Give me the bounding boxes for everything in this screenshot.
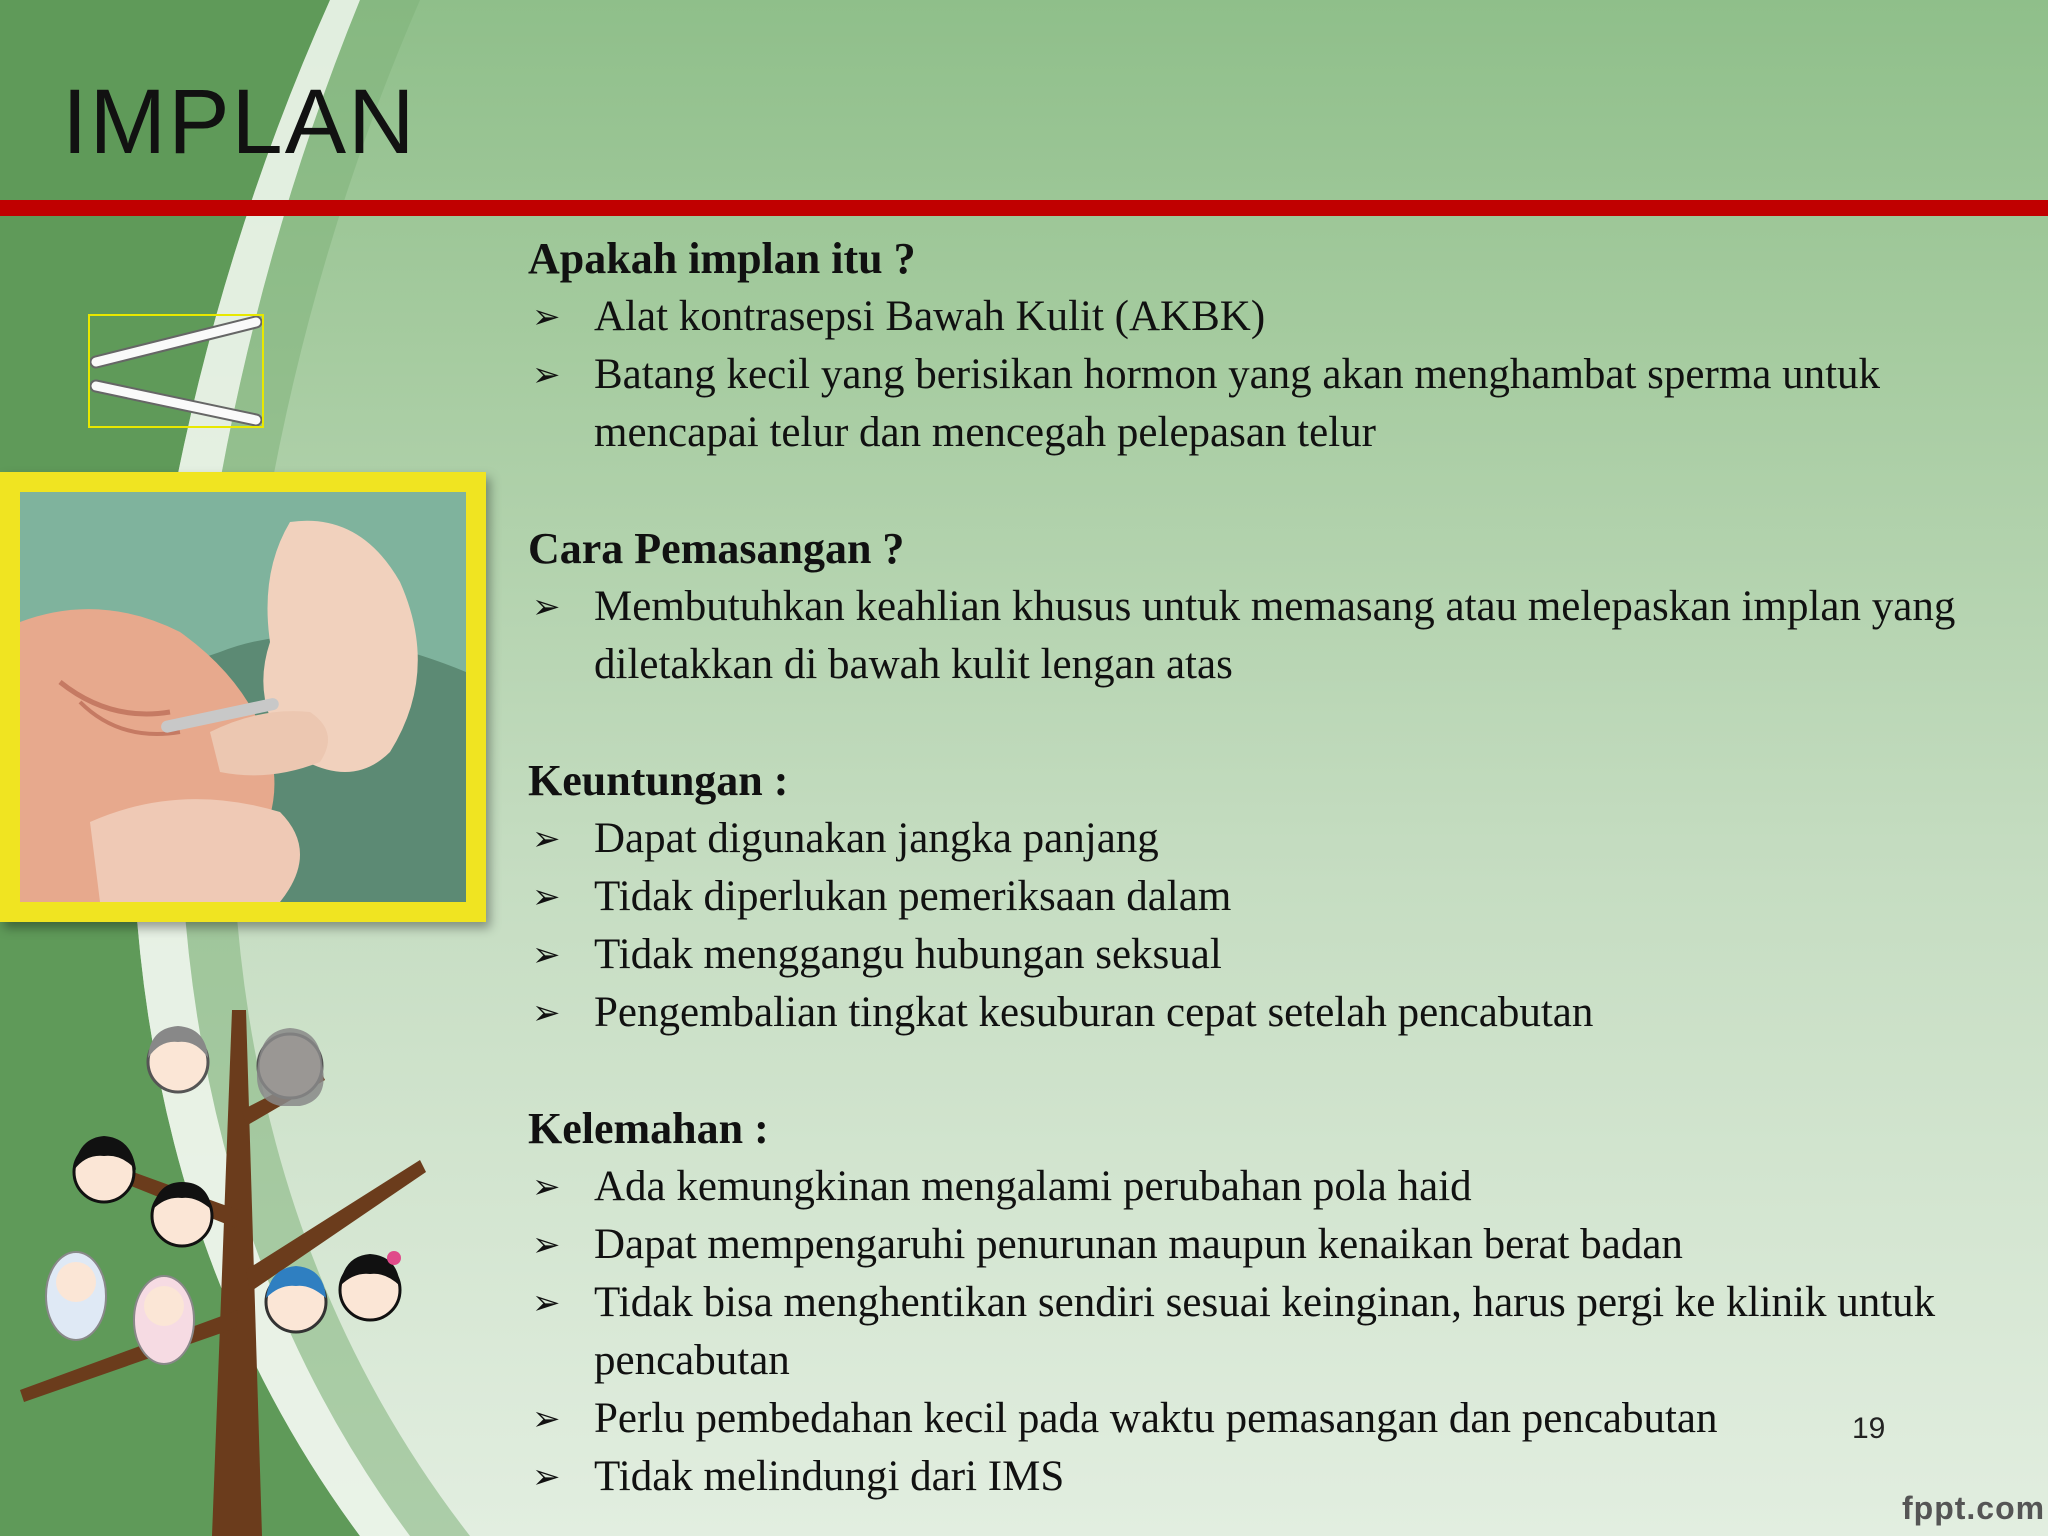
bullet-item: ➢ Perlu pembedahan kecil pada waktu pemasangan dan pencabutan [528, 1390, 2028, 1448]
section-kelemahan [528, 1100, 2028, 1506]
section-heading: Kelemahan : [528, 1104, 769, 1153]
family-tree-illustration [0, 1010, 460, 1536]
implant-rods-image [88, 314, 264, 428]
section-heading: Cara Pemasangan ? [528, 524, 905, 573]
section-heading: Apakah implan itu ? [528, 234, 916, 283]
section-apa-itu [528, 230, 2028, 462]
title-divider [0, 200, 2048, 216]
bullet-item: ➢ Pengembalian tingkat kesuburan cepat setelah pencabutan [528, 984, 2028, 1042]
bullet-item: ➢ Dapat mempengaruhi penurunan maupun kenaikan berat badan [528, 1216, 2028, 1274]
bullet-item: ➢ Tidak diperlukan pemeriksaan dalam [528, 868, 2028, 926]
section-cara-pemasangan [528, 520, 2028, 694]
bullet-list [528, 810, 2028, 1042]
bullet-item: ➢ Ada kemungkinan mengalami perubahan pola haid [528, 1158, 2028, 1216]
bullet-list [528, 1158, 2028, 1506]
section-heading: Keuntungan : [528, 756, 789, 805]
content-area [528, 230, 2028, 1536]
slide-number: 19 [1852, 1412, 1886, 1445]
bullet-item: ➢ Batang kecil yang berisikan hormon yang akan menghambat sperma untuk mencapai telur dan mencegah pelepasan telur [528, 346, 2028, 462]
footer-logo: fppt.com [1902, 1490, 2046, 1526]
page-title: IMPLAN [62, 71, 417, 173]
bullet-item: ➢ Dapat digunakan jangka panjang [528, 810, 2028, 868]
bullet-item: ➢ Tidak melindungi dari IMS [528, 1448, 2028, 1506]
bullet-item: ➢ Tidak bisa menghentikan sendiri sesuai keinginan, harus pergi ke klinik untuk pencabutan [528, 1274, 2028, 1390]
bullet-item: ➢ Alat kontrasepsi Bawah Kulit (AKBK) [528, 288, 2028, 346]
implant-insertion-photo [0, 472, 486, 922]
section-keuntungan [528, 752, 2028, 1042]
bullet-list [528, 288, 2028, 462]
bullet-item: ➢ Membutuhkan keahlian khusus untuk memasang atau melepaskan implan yang diletakkan di bawah kulit lengan atas [528, 578, 2028, 694]
bullet-list [528, 578, 2028, 694]
bullet-item: ➢ Tidak menggangu hubungan seksual [528, 926, 2028, 984]
